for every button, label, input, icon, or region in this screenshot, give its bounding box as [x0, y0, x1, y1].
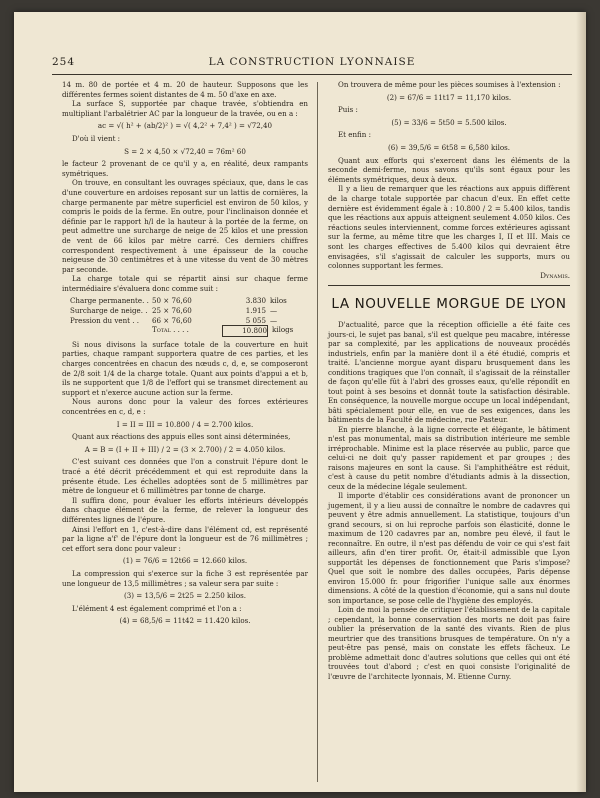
page-header — [52, 56, 572, 72]
load-unit: — — [270, 306, 278, 316]
paragraph: Puis : — [338, 105, 358, 115]
load-row — [70, 296, 308, 306]
formula: (3) = 13,5/6 = 2t25 = 2.250 kilos. — [123, 591, 247, 601]
total-unit: kilogs — [272, 325, 294, 335]
paragraph: D'actualité, parce que la réception officielle a été faite ces jours-ci, le sujet pas banal, s'il est quelque peu macabre, intéresse par sa complexité, par les applications de nouveaux procédés industriels, enfin par la manière dont il a été étudié, compris et traité. L'ancienne morgue ayant disparu brusquement dans les conditions tragiques que l'on connaît, il s'agissait de la réinstaller de façon qu'elle fût à l'abri des grosses eaux, qu'elle répondît en tout point à ses besoins et donnât toute la satisfaction désirable. En conséquence, la nouvelle morgue occupe un local indépendant, bâti spécialement pour elle, en vue de ses exigences, dans les bâtiments de la Faculté de médecine, rue Pasteur. — [328, 320, 570, 425]
journal-page — [14, 12, 586, 792]
paragraph: Quant aux réactions des appuis elles sont ainsi déterminées, — [72, 432, 291, 442]
article-body — [328, 320, 570, 681]
load-total-row — [70, 325, 308, 337]
formula: (5) = 33/6 = 5t50 = 5.500 kilos. — [391, 117, 507, 127]
page-binding-shadow — [576, 12, 586, 792]
page-number: 254 — [52, 56, 76, 68]
load-unit: kilos — [270, 296, 287, 306]
formula: A = B = (I + II + III) / 2 = (3 × 2.700) / 2 = 4.050 kilos. — [84, 444, 286, 454]
load-row — [70, 316, 308, 326]
total-value: 10.800 — [222, 325, 268, 337]
paragraph: le facteur 2 provenant de ce qu'il y a, en réalité, deux rampants symétriques. — [62, 159, 308, 178]
paragraph: Ainsi l'effort en 1, c'est-à-dire dans l'élément cd, est représenté par la ligne a'f' de l'épure dont la longueur est de 76 millimètres ; cet effort sera donc pour valeur : — [62, 524, 308, 553]
paragraph: Si nous divisons la surface totale de la couverture en huit parties, chaque rampant supportera quatre de ces parties, et les charges concentrées en chacun des nœuds c, d, e, se composeront de 2/8 soit 1/4 de la charge totale. Quant aux points d'appui a et b, ils ne supportent que 1/8 de l'effort qui se transmet directement au support et n'exerce aucune action sur la ferme. — [62, 339, 308, 397]
load-label: Surcharge de neige. . — [70, 306, 148, 316]
formula: (6) = 39,5/6 = 6t58 = 6,580 kilos. — [387, 142, 511, 152]
paragraph: La compression qui s'exerce sur la fiche 3 est représentée par une longueur de 13,5 millimètres ; sa valeur sera par suite : — [62, 568, 308, 588]
paragraph: Loin de moi la pensée de critiquer l'établissement de la capitale ; cependant, la bonne conservation des morts ne doit pas faire oublier la préservation de la santé des vivants. Rien de plus meurtrier que des transitions brusques de température. On n'y a peut-être pas pensé, mais on constate les effets fâcheux. Le problème admettait donc d'autres solutions que celles qui ont été trouvées tout d'abord ; c'est en quoi consiste l'originalité de l'œuvre de l'architecte lyonnais, M. Etienne Curny. — [328, 605, 570, 681]
paragraph: 14 m. 80 de portée et 4 m. 20 de hauteur. Supposons que les différentes fermes soient distantes de 4 m. 50 d'axe en axe. — [62, 80, 308, 99]
paragraph: Nous aurons donc pour la valeur des forces extérieures concentrées en c, d, e : — [62, 397, 308, 416]
formula: (1) = 76/6 = 12t66 = 12.660 kilos. — [122, 556, 248, 566]
paragraph: Il y a lieu de remarquer que les réactions aux appuis diffèrent de la charge totale supportée par chacun d'eux. En effet cette dernière est évidemment égale à : 10.800 / 2 = 5.400 kilos, tandis que les réactions aux appuis atteignent seulement 4.050 kilos. Ces réactions seules interviennent, comme forces extérieures agissant sur la ferme, au même titre que les charges I, II et III. Mais ce sont les charges effectives de 5.400 kilos qui devraient être envisagées, s'il s'agissait de calculer les supports, murs ou colonnes supportant les fermes. — [328, 184, 570, 271]
left-column — [62, 80, 308, 629]
load-calc: 25 × 76,60 — [152, 306, 192, 316]
article-rule — [328, 285, 570, 286]
load-table — [70, 296, 308, 336]
paragraph: Il suffira donc, pour évaluer les efforts intérieurs développés dans chaque élément de la ferme, de relever la longueur des différentes lignes de l'épure. — [62, 495, 308, 524]
header-rule — [52, 74, 572, 75]
author-signature: Dynamis. — [540, 270, 570, 280]
load-label: Pression du vent . . — [70, 315, 140, 325]
load-calc: 66 × 76,60 — [152, 315, 192, 325]
paragraph: On trouve, en consultant les ouvrages spéciaux, que, dans le cas d'une couverture en ardoises reposant sur un lattis de cornières, la charge permanente par mètre superficiel est environ de 50 kilos, y compris le poids de la ferme. En outre, pour l'inclinaison donnée et définie par le rapport h/l de la hauteur à la portée de la ferme, on peut admettre une surcharge de neige de 25 kilos et une pression de vent de 66 kilos par mètre carré. Ces derniers chiffres correspondent respectivement à une épaisseur de la couche neigeuse de 30 centimètres et à une vitesse du vent de 30 mètres par seconde. — [62, 178, 308, 274]
paragraph: Il importe d'établir ces considérations avant de prononcer un jugement, il y a lieu aussi de connaître le nombre de cadavres qui peuvent y être admis annuellement. La statistique, toujours d'un grand secours, si on lui reproche parfois son élasticité, donne le maximum de 120 cadavres par an, nombre peu élevé, il faut le reconnaître. En outre, il n'est pas défendu de voir ce qui s'est fait ailleurs, afin d'en tirer profit. Or, était-il admissible que Lyon supportât les dépenses de fonctionnement que Paris s'impose? Quel que soit le nombre des dalles occupées, Paris dépense environ 15.000 fr. pour frigorifier l'unique salle aux énormes dimensions. A côté de la question d'économie, qui a sans nul doute son importance, se pose celle de l'hygiène des employés. — [328, 491, 570, 605]
formula: S = 2 × 4,50 × √72,40 = 76m² 60 — [124, 146, 246, 156]
load-calc: 50 × 76,60 — [152, 296, 192, 306]
paragraph: On trouvera de même pour les pièces soumises à l'extension : — [338, 80, 561, 89]
total-label: Total . . . . — [152, 325, 189, 335]
paragraph: L'élément 4 est également comprimé et l'on a : — [72, 603, 242, 613]
paragraph: La surface S, supportée par chaque travée, s'obtiendra en multipliant l'arbalétrier AC par la longueur de la travée, ou en a : — [62, 99, 308, 118]
paragraph: En pierre blanche, à la ligne correcte et élégante, le bâtiment n'est pas monumental, mais sa distribution intérieure me semble irréprochable. Minime est la place réservée au public, parce que celui-ci ne doit qu'y passer rapidement et par groupes ; des raisons majeures en sont la cause. Si l'amphithéâtre est réduit, c'est à cause du petit nombre d'étudiants admis à la dissection, ceux de la médecine légale seulement. — [328, 424, 570, 491]
running-title: LA CONSTRUCTION LYONNAISE — [208, 56, 416, 68]
load-value: 3.830 — [245, 296, 266, 306]
load-value: 1.915 — [245, 306, 266, 316]
formula: (4) = 68,5/6 = 11t42 = 11.420 kilos. — [119, 616, 251, 626]
formula: ac = √( h² + (ab/2)² ) = √( 4,2² + 7,4² ) = √72,40 — [97, 121, 273, 131]
article-title: LA NOUVELLE MORGUE DE LYON — [331, 296, 567, 313]
right-column — [328, 80, 570, 681]
column-divider — [317, 82, 318, 782]
paragraph: La charge totale qui se répartit ainsi sur chaque ferme intermédiaire s'évaluera donc comme suit : — [62, 274, 308, 293]
formula: (2) = 67/6 = 11t17 = 11,170 kilos. — [386, 92, 512, 102]
paragraph: Quant aux efforts qui s'exercent dans les éléments de la seconde demi-ferme, nous savons qu'ils sont égaux pour les éléments symétriques, deux à deux. — [328, 155, 570, 184]
load-row — [70, 306, 308, 316]
formula: I = II = III = 10.800 / 4 = 2.700 kilos. — [116, 419, 254, 429]
paragraph: C'est suivant ces données que l'on a construit l'épure dont le tracé a été décrit précédemment et qui est reproduite dans la présente étude. Les échelles adoptées sont de 5 millimètres par mètre de longueur et 6 millimètres par tonne de charge. — [62, 457, 308, 496]
load-value: 5 055 — [245, 315, 266, 325]
load-unit: — — [270, 315, 278, 325]
paragraph: Et enfin : — [338, 130, 371, 140]
paragraph: D'où il vient : — [72, 133, 121, 143]
load-label: Charge permanente. . — [70, 296, 149, 306]
